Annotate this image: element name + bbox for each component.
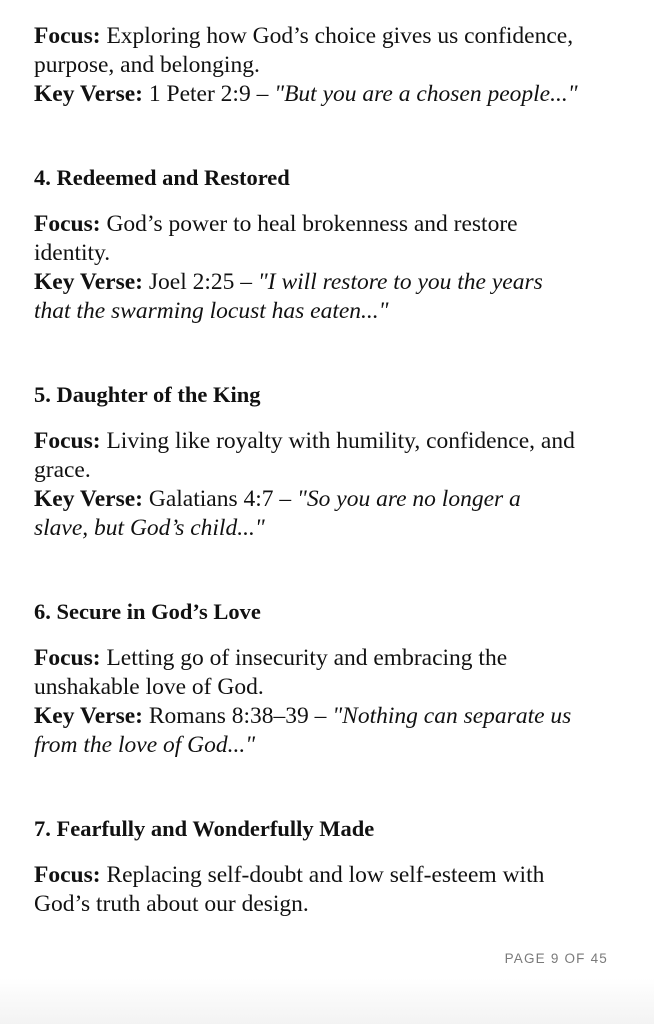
intro-focus-paragraph: [34, 22, 614, 109]
verse-line-1: [34, 702, 614, 731]
section-body: [34, 861, 614, 919]
key-verse-label: Key Verse:: [34, 81, 143, 107]
section-heading: 6. Secure in God’s Love: [34, 599, 261, 624]
verse-quote: "Nothing can separate us: [332, 703, 572, 729]
page-number: PAGE 9 OF 45: [504, 951, 608, 966]
focus-line-1: [34, 644, 614, 673]
focus-line-2: grace.: [34, 457, 91, 483]
intro-focus-line-1: [34, 22, 614, 51]
page-bottom-edge: [0, 978, 654, 1024]
focus-line-2: God’s truth about our design.: [34, 891, 309, 917]
focus-line-1: [34, 427, 614, 456]
focus-line-2: identity.: [34, 240, 111, 266]
verse-line-2: from the love of God...": [34, 732, 256, 758]
key-verse-label: Key Verse:: [34, 486, 143, 512]
focus-label: Focus:: [34, 23, 101, 49]
focus-text: Exploring how God’s choice gives us confidence,: [100, 23, 574, 49]
verse-reference: Galatians 4:7 –: [143, 486, 298, 512]
verse-line-1: [34, 485, 614, 514]
intro-focus-line-2: purpose, and belonging.: [34, 52, 260, 78]
section-body: [34, 644, 614, 760]
verse-reference: Romans 8:38–39 –: [143, 703, 333, 729]
focus-line-1: [34, 210, 614, 239]
section-heading: 4. Redeemed and Restored: [34, 165, 290, 190]
focus-line-2: unshakable love of God.: [34, 674, 264, 700]
verse-quote: "But you are a chosen people...": [274, 81, 578, 107]
key-verse-label: Key Verse:: [34, 703, 143, 729]
focus-label: Focus:: [34, 211, 101, 237]
focus-text: Replacing self-doubt and low self-esteem with: [100, 862, 545, 888]
section-heading: 7. Fearfully and Wonderfully Made: [34, 816, 375, 841]
focus-line-1: [34, 861, 614, 890]
section-heading: 5. Daughter of the King: [34, 382, 261, 407]
key-verse-label: Key Verse:: [34, 269, 143, 295]
focus-label: Focus:: [34, 862, 101, 888]
verse-line-1: [34, 268, 614, 297]
verse-quote: "I will restore to you the years: [257, 269, 543, 295]
section-body: [34, 427, 614, 543]
verse-line-2: slave, but God’s child...": [34, 515, 265, 541]
section-body: [34, 210, 614, 326]
focus-label: Focus:: [34, 428, 101, 454]
verse-line-2: that the swarming locust has eaten...": [34, 298, 389, 324]
verse-reference: Joel 2:25 –: [143, 269, 258, 295]
document-content: [34, 22, 614, 919]
focus-text: God’s power to heal brokenness and restore: [100, 211, 518, 237]
verse-quote: "So you are no longer a: [297, 486, 521, 512]
focus-label: Focus:: [34, 645, 101, 671]
focus-text: Living like royalty with humility, confidence, and: [100, 428, 575, 454]
intro-verse-line: [34, 80, 614, 109]
focus-text: Letting go of insecurity and embracing the: [100, 645, 508, 671]
verse-reference: 1 Peter 2:9 –: [143, 81, 275, 107]
